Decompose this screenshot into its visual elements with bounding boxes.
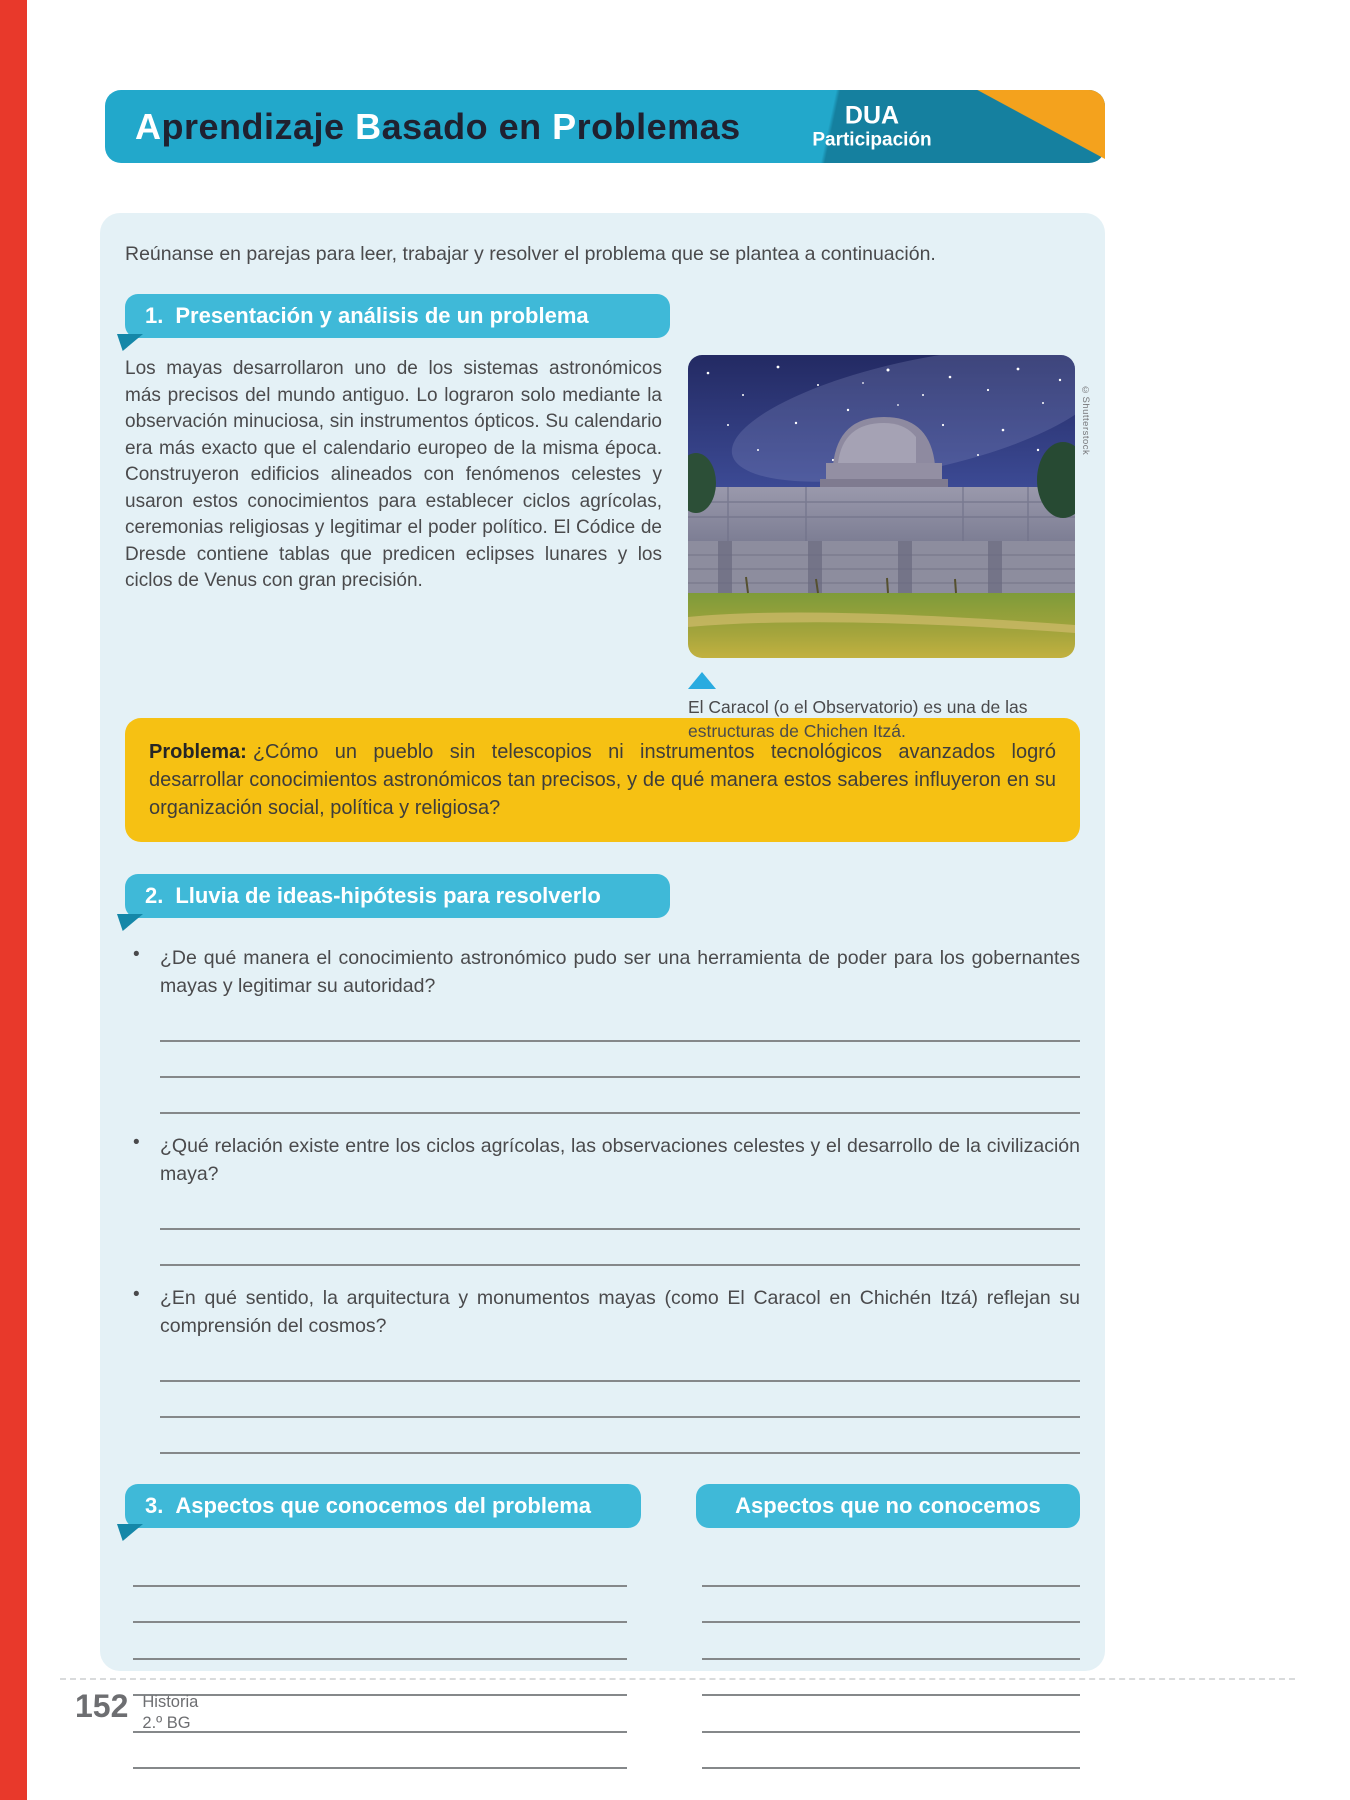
section-title: Presentación y análisis de un problema bbox=[175, 303, 589, 328]
footer-subject: Historia bbox=[142, 1693, 199, 1711]
section-3-known-banner bbox=[125, 1484, 641, 1528]
problem-text: ¿Cómo un pueblo sin telescopios ni instrumentos tecnológicos avanzados logró desarrollar conocimientos astronómicos tan precisos, y de qué manera estos saberes influyeron en su organización social, política y religiosa? bbox=[149, 741, 1056, 819]
footer-meta bbox=[142, 1690, 198, 1735]
question-block bbox=[125, 944, 1080, 1114]
title-initial: P bbox=[552, 105, 577, 147]
unknown-line[interactable] bbox=[702, 1733, 1080, 1770]
cut-line bbox=[60, 1678, 1295, 1680]
question-text: ¿Qué relación existe entre los ciclos agrícolas, las observaciones celestes y el desarrollo de la civilización maya? bbox=[160, 1135, 1080, 1185]
section-3-answer-columns bbox=[125, 1550, 1080, 1769]
page-edge-band bbox=[0, 0, 27, 1800]
section-1-columns bbox=[125, 356, 1091, 741]
known-line[interactable] bbox=[133, 1623, 627, 1660]
answer-line[interactable] bbox=[160, 1006, 1080, 1042]
caption-triangle-icon bbox=[688, 672, 716, 689]
dua-sublabel: Participación bbox=[812, 129, 932, 151]
question-block bbox=[125, 1284, 1080, 1454]
question-row bbox=[125, 944, 1080, 1000]
orange-corner-accent bbox=[970, 90, 1105, 163]
bullet-icon: • bbox=[133, 944, 140, 965]
known-answer-lines bbox=[125, 1550, 642, 1769]
section-3-banners bbox=[125, 1484, 1080, 1528]
question-text: ¿En qué sentido, la arquitectura y monumentos mayas (como El Caracol en Chichén Itzá) reflejan su comprensión del cosmos? bbox=[160, 1287, 1080, 1337]
section-1-banner bbox=[125, 294, 670, 338]
page-number: 152 bbox=[75, 1688, 129, 1724]
known-line[interactable] bbox=[133, 1550, 627, 1587]
header-banner bbox=[105, 90, 1105, 163]
answer-line[interactable] bbox=[160, 1382, 1080, 1418]
answer-line[interactable] bbox=[160, 1194, 1080, 1230]
title-initial: A bbox=[135, 105, 162, 147]
section-1-paragraph: Los mayas desarrollaron uno de los sistemas astronómicos más precisos del mundo antiguo. Lo lograron solo mediante la observación minuciosa, sin instrumentos ópticos. Su calendario era más exacto que el calendario europeo de la misma época. Construyeron edificios alineados con fenómenos celestes y usaron estos conocimientos para establecer ciclos agrícolas, ceremonias religiosas y legitimar el poder político. El Códice de Dresde contiene tablas que predicen eclipses lunares y los ciclos de Venus con gran precisión. bbox=[125, 358, 662, 591]
caption-text: El Caracol (o el Observatorio) es una de las estructuras de Chichen Itzá. bbox=[688, 697, 1028, 741]
title-initial: B bbox=[355, 105, 382, 147]
answer-line[interactable] bbox=[160, 1418, 1080, 1454]
unknown-answer-lines bbox=[697, 1550, 1080, 1769]
page-title: Aprendizaje Basado en Problemas bbox=[135, 105, 741, 147]
bullet-icon: • bbox=[133, 1284, 140, 1305]
section-title: Lluvia de ideas-hipótesis para resolverlo bbox=[175, 883, 601, 908]
section-title: Aspectos que conocemos del problema bbox=[175, 1493, 592, 1518]
answer-line[interactable] bbox=[160, 1230, 1080, 1266]
photo-credit: ©Shutterstock bbox=[1080, 385, 1091, 456]
figure-caption bbox=[688, 668, 1075, 743]
page-footer bbox=[75, 1690, 198, 1735]
answer-line[interactable] bbox=[160, 1078, 1080, 1114]
section-number: 3. bbox=[145, 1493, 164, 1518]
question-row bbox=[125, 1132, 1080, 1188]
section-2-banner bbox=[125, 874, 670, 918]
content-panel bbox=[100, 213, 1105, 1671]
section-3-unknown-banner bbox=[696, 1484, 1080, 1528]
known-line[interactable] bbox=[133, 1696, 627, 1733]
question-text: ¿De qué manera el conocimiento astronómico pudo ser una herramienta de poder para los gobernantes mayas y legitimar su autoridad? bbox=[160, 947, 1080, 997]
section-number: 1. bbox=[145, 303, 164, 328]
question-row bbox=[125, 1284, 1080, 1340]
section-title: Aspectos que no conocemos bbox=[735, 1493, 1041, 1518]
known-line[interactable] bbox=[133, 1587, 627, 1624]
footer-grade: 2.º BG bbox=[142, 1714, 191, 1733]
figure bbox=[688, 355, 1091, 743]
answer-lines bbox=[160, 1006, 1080, 1114]
unknown-line[interactable] bbox=[702, 1550, 1080, 1587]
unknown-line[interactable] bbox=[702, 1623, 1080, 1660]
intro-text: Reúnanse en parejas para leer, trabajar y resolver el problema que se plantea a continuación. bbox=[125, 243, 936, 265]
unknown-line[interactable] bbox=[702, 1587, 1080, 1624]
answer-line[interactable] bbox=[160, 1346, 1080, 1382]
answer-lines bbox=[160, 1346, 1080, 1454]
question-block bbox=[125, 1132, 1080, 1266]
section-number: 2. bbox=[145, 883, 164, 908]
dua-badge bbox=[757, 101, 987, 152]
unknown-line[interactable] bbox=[702, 1696, 1080, 1733]
bullet-icon: • bbox=[133, 1132, 140, 1153]
el-caracol-photo bbox=[688, 355, 1075, 658]
answer-line[interactable] bbox=[160, 1042, 1080, 1078]
dua-label: DUA bbox=[844, 101, 900, 130]
brainstorm-questions bbox=[125, 944, 1080, 1454]
answer-lines bbox=[160, 1194, 1080, 1266]
known-line[interactable] bbox=[133, 1733, 627, 1770]
problem-label: Problema: bbox=[149, 741, 247, 763]
